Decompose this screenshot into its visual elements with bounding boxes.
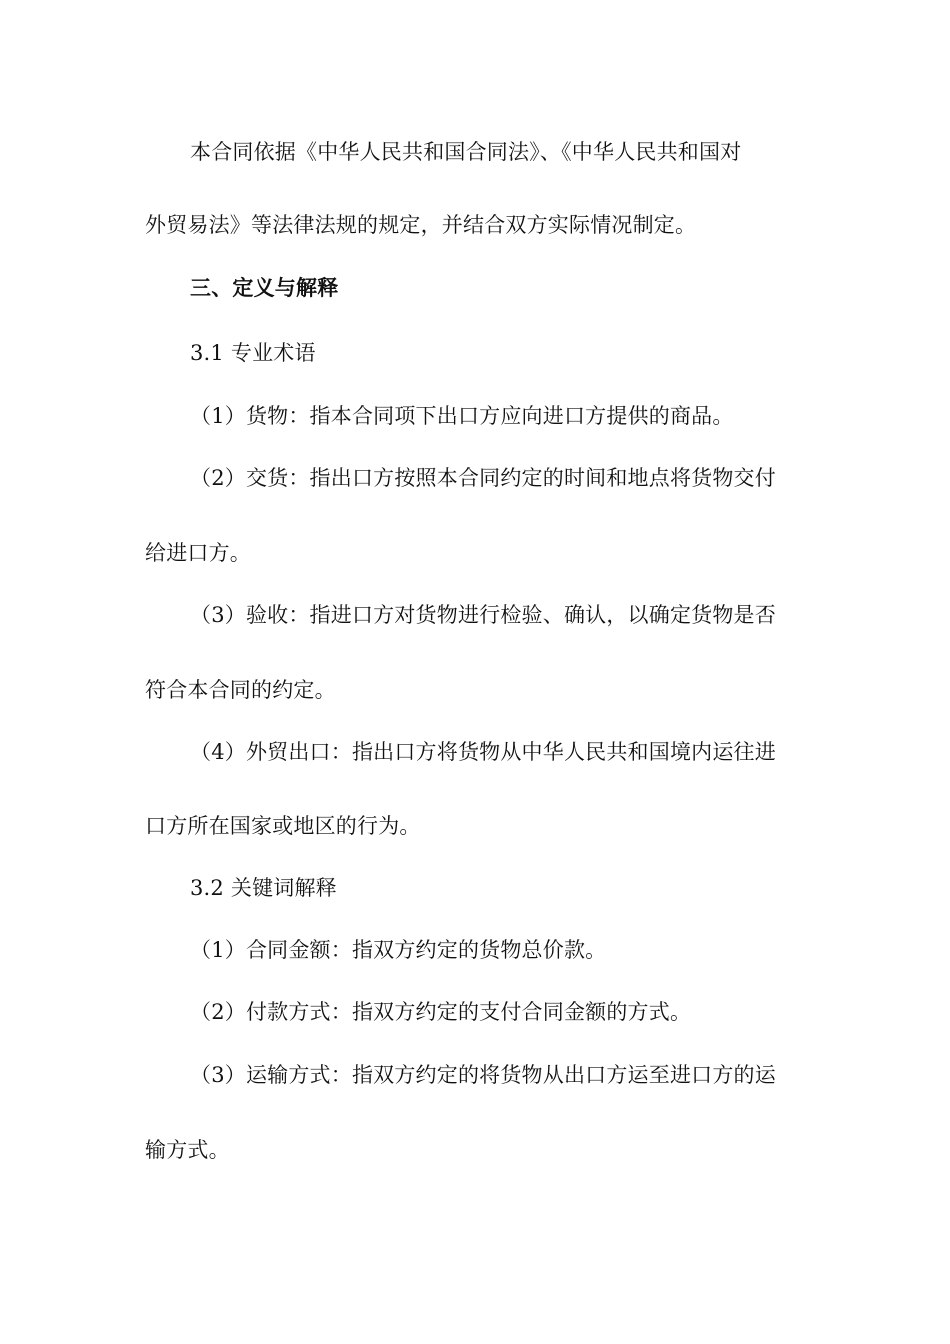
paragraph-basis-line-2: 外贸易法》等法律法规的规定，并结合双方实际情况制定。 [145, 213, 697, 237]
term-export-line-2: 口方所在国家或地区的行为。 [145, 814, 421, 838]
keyword-transport-method-line-1: （3）运输方式：指双方约定的将货物从出口方运至进口方的运 [190, 1063, 776, 1087]
term-goods: （1）货物：指本合同项下出口方应向进口方提供的商品。 [190, 404, 734, 428]
term-acceptance-line-2: 符合本合同的约定。 [145, 678, 336, 702]
paragraph-basis-line-1: 本合同依据《中华人民共和国合同法》、《中华人民共和国对 [190, 140, 742, 164]
subsection-heading-terms: 3.1 专业术语 [190, 341, 316, 365]
subsection-heading-keywords: 3.2 关键词解释 [190, 876, 337, 900]
keyword-contract-amount: （1）合同金额：指双方约定的货物总价款。 [190, 938, 607, 962]
keyword-payment-method: （2）付款方式：指双方约定的支付合同金额的方式。 [190, 1000, 692, 1024]
section-heading-definitions: 三、定义与解释 [190, 275, 339, 300]
term-delivery-line-1: （2）交货：指出口方按照本合同约定的时间和地点将货物交付 [190, 466, 776, 490]
keyword-transport-method-line-2: 输方式。 [145, 1138, 230, 1162]
term-acceptance-line-1: （3）验收：指进口方对货物进行检验、确认，以确定货物是否 [190, 603, 776, 627]
term-export-line-1: （4）外贸出口：指出口方将货物从中华人民共和国境内运往进 [190, 740, 776, 764]
term-delivery-line-2: 给进口方。 [145, 541, 251, 565]
